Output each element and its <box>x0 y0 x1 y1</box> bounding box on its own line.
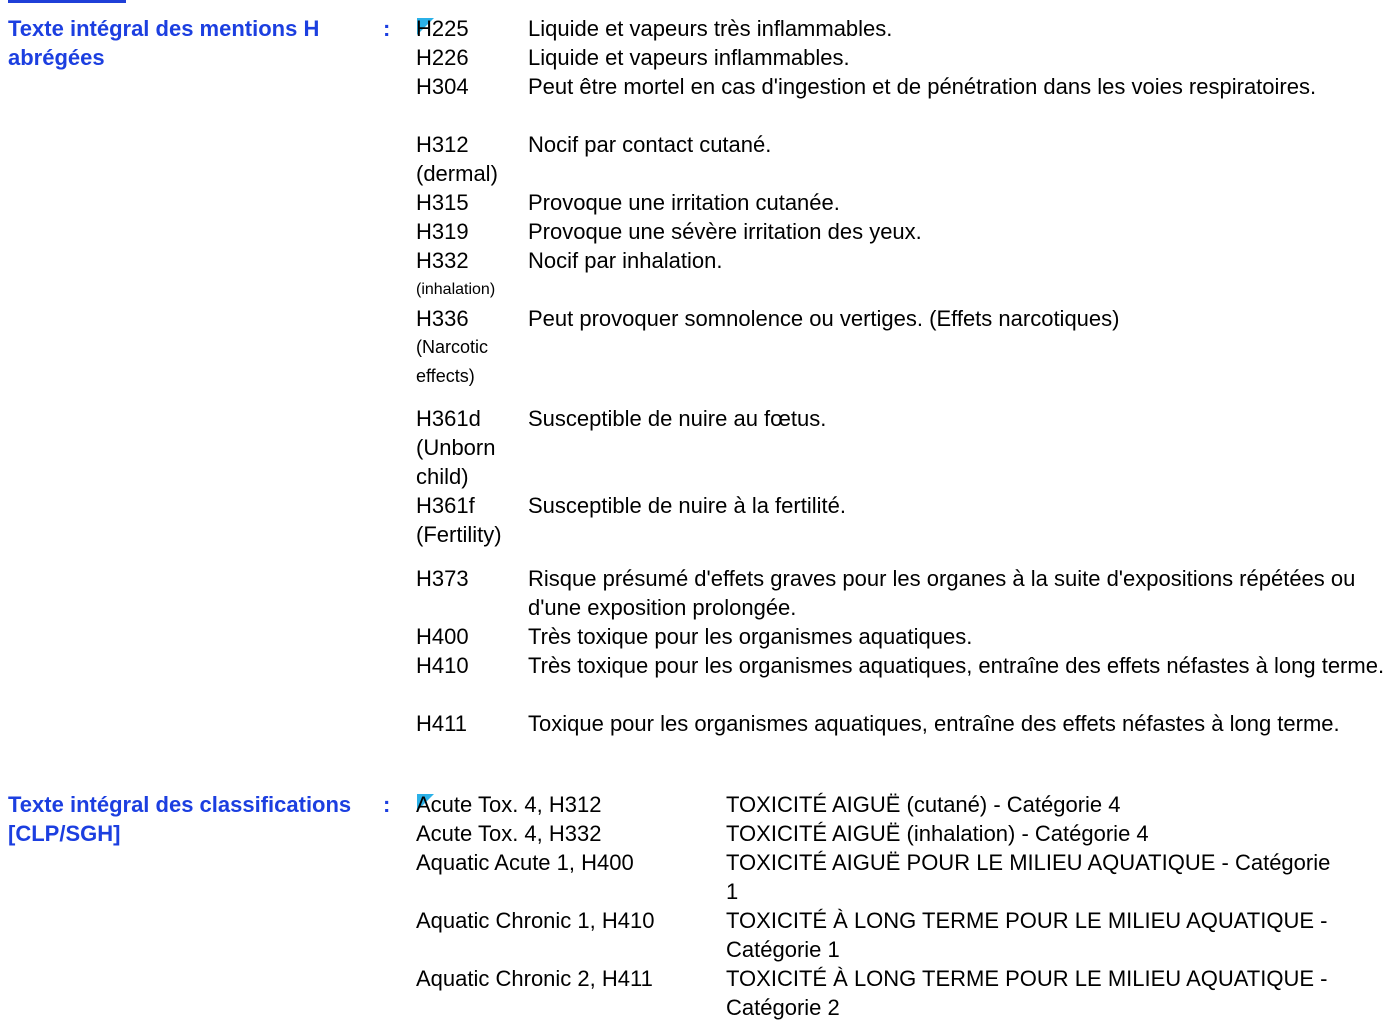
h-statements-heading: Texte intégral des mentions H abrégées <box>8 16 320 70</box>
classifications-heading: Texte intégral des classifications [CLP/SGH] <box>8 792 352 846</box>
classification-code: Acute Tox. 4, H312 <box>416 792 602 817</box>
h-statement-text: Risque présumé d'effets graves pour les organes à la suite d'expositions répétées ou d'une exposition prolongée. <box>528 566 1356 620</box>
h-code-qualifier: (dermal) <box>416 161 498 186</box>
h-statement-text: Peut provoquer somnolence ou vertiges. (Effets narcotiques) <box>528 306 1120 331</box>
h-code-qualifier: (Unborn child) <box>416 435 496 489</box>
classification-text: TOXICITÉ À LONG TERME POUR LE MILIEU AQUATIQUE - Catégorie 2 <box>726 966 1328 1020</box>
h-code: H332 (inhalation) <box>416 246 526 304</box>
h-statement-text: Nocif par inhalation. <box>528 248 723 273</box>
h-code: H336 (Narcotic effects) <box>416 304 510 391</box>
classification-text: TOXICITÉ À LONG TERME POUR LE MILIEU AQUATIQUE - Catégorie 1 <box>726 908 1328 962</box>
h-statement-text: Liquide et vapeurs inflammables. <box>528 45 850 70</box>
h-code: H304 <box>416 74 469 99</box>
h-code: H411 <box>416 711 467 736</box>
classification-text: TOXICITÉ AIGUË (cutané) - Catégorie 4 <box>726 792 1121 817</box>
h-code: H400 <box>416 624 469 649</box>
h-code: H361d (Unborn child) <box>416 404 510 491</box>
h-code-qualifier: (Narcotic effects) <box>416 337 489 386</box>
h-statement-text: Provoque une irritation cutanée. <box>528 190 840 215</box>
h-statement-text: Très toxique pour les organismes aquatiques. <box>528 624 973 649</box>
h-code: H319 <box>416 219 469 244</box>
h-code: H373 <box>416 566 469 591</box>
classification-code: Aquatic Chronic 2, H411 <box>416 966 653 991</box>
h-statement-text: Susceptible de nuire au fœtus. <box>528 406 827 431</box>
h-code-qualifier: (Fertility) <box>416 522 502 547</box>
h-statement-text: Liquide et vapeurs très inflammables. <box>528 16 893 41</box>
h-statement-text: Susceptible de nuire à la fertilité. <box>528 493 846 518</box>
h-statement-text: Très toxique pour les organismes aquatiques, entraîne des effets néfastes à long terme. <box>528 653 1385 678</box>
h-code: H315 <box>416 190 469 215</box>
h-code: H410 <box>416 653 469 678</box>
top-link-underline <box>8 0 126 3</box>
h-code: H312 (dermal) <box>416 130 526 188</box>
classification-code: Aquatic Acute 1, H400 <box>416 850 634 875</box>
h-statement-text: Peut être mortel en cas d'ingestion et de pénétration dans les voies respiratoires. <box>528 74 1317 99</box>
classifications-colon: : <box>383 792 391 817</box>
classification-text: TOXICITÉ AIGUË POUR LE MILIEU AQUATIQUE - Catégorie 1 <box>726 850 1331 904</box>
h-code: H226 <box>416 45 469 70</box>
h-statements-colon: : <box>383 16 391 41</box>
h-code-qualifier: (inhalation) <box>416 281 496 298</box>
h-statement-text: Provoque une sévère irritation des yeux. <box>528 219 922 244</box>
h-statement-text: Toxique pour les organismes aquatiques, entraîne des effets néfastes à long terme. <box>528 711 1340 736</box>
classification-code: Acute Tox. 4, H332 <box>416 821 602 846</box>
h-code: H225 <box>416 16 469 41</box>
h-statement-text: Nocif par contact cutané. <box>528 132 772 157</box>
h-code: H361f (Fertility) <box>416 491 526 549</box>
classification-code: Aquatic Chronic 1, H410 <box>416 908 655 933</box>
classification-text: TOXICITÉ AIGUË (inhalation) - Catégorie 4 <box>726 821 1149 846</box>
